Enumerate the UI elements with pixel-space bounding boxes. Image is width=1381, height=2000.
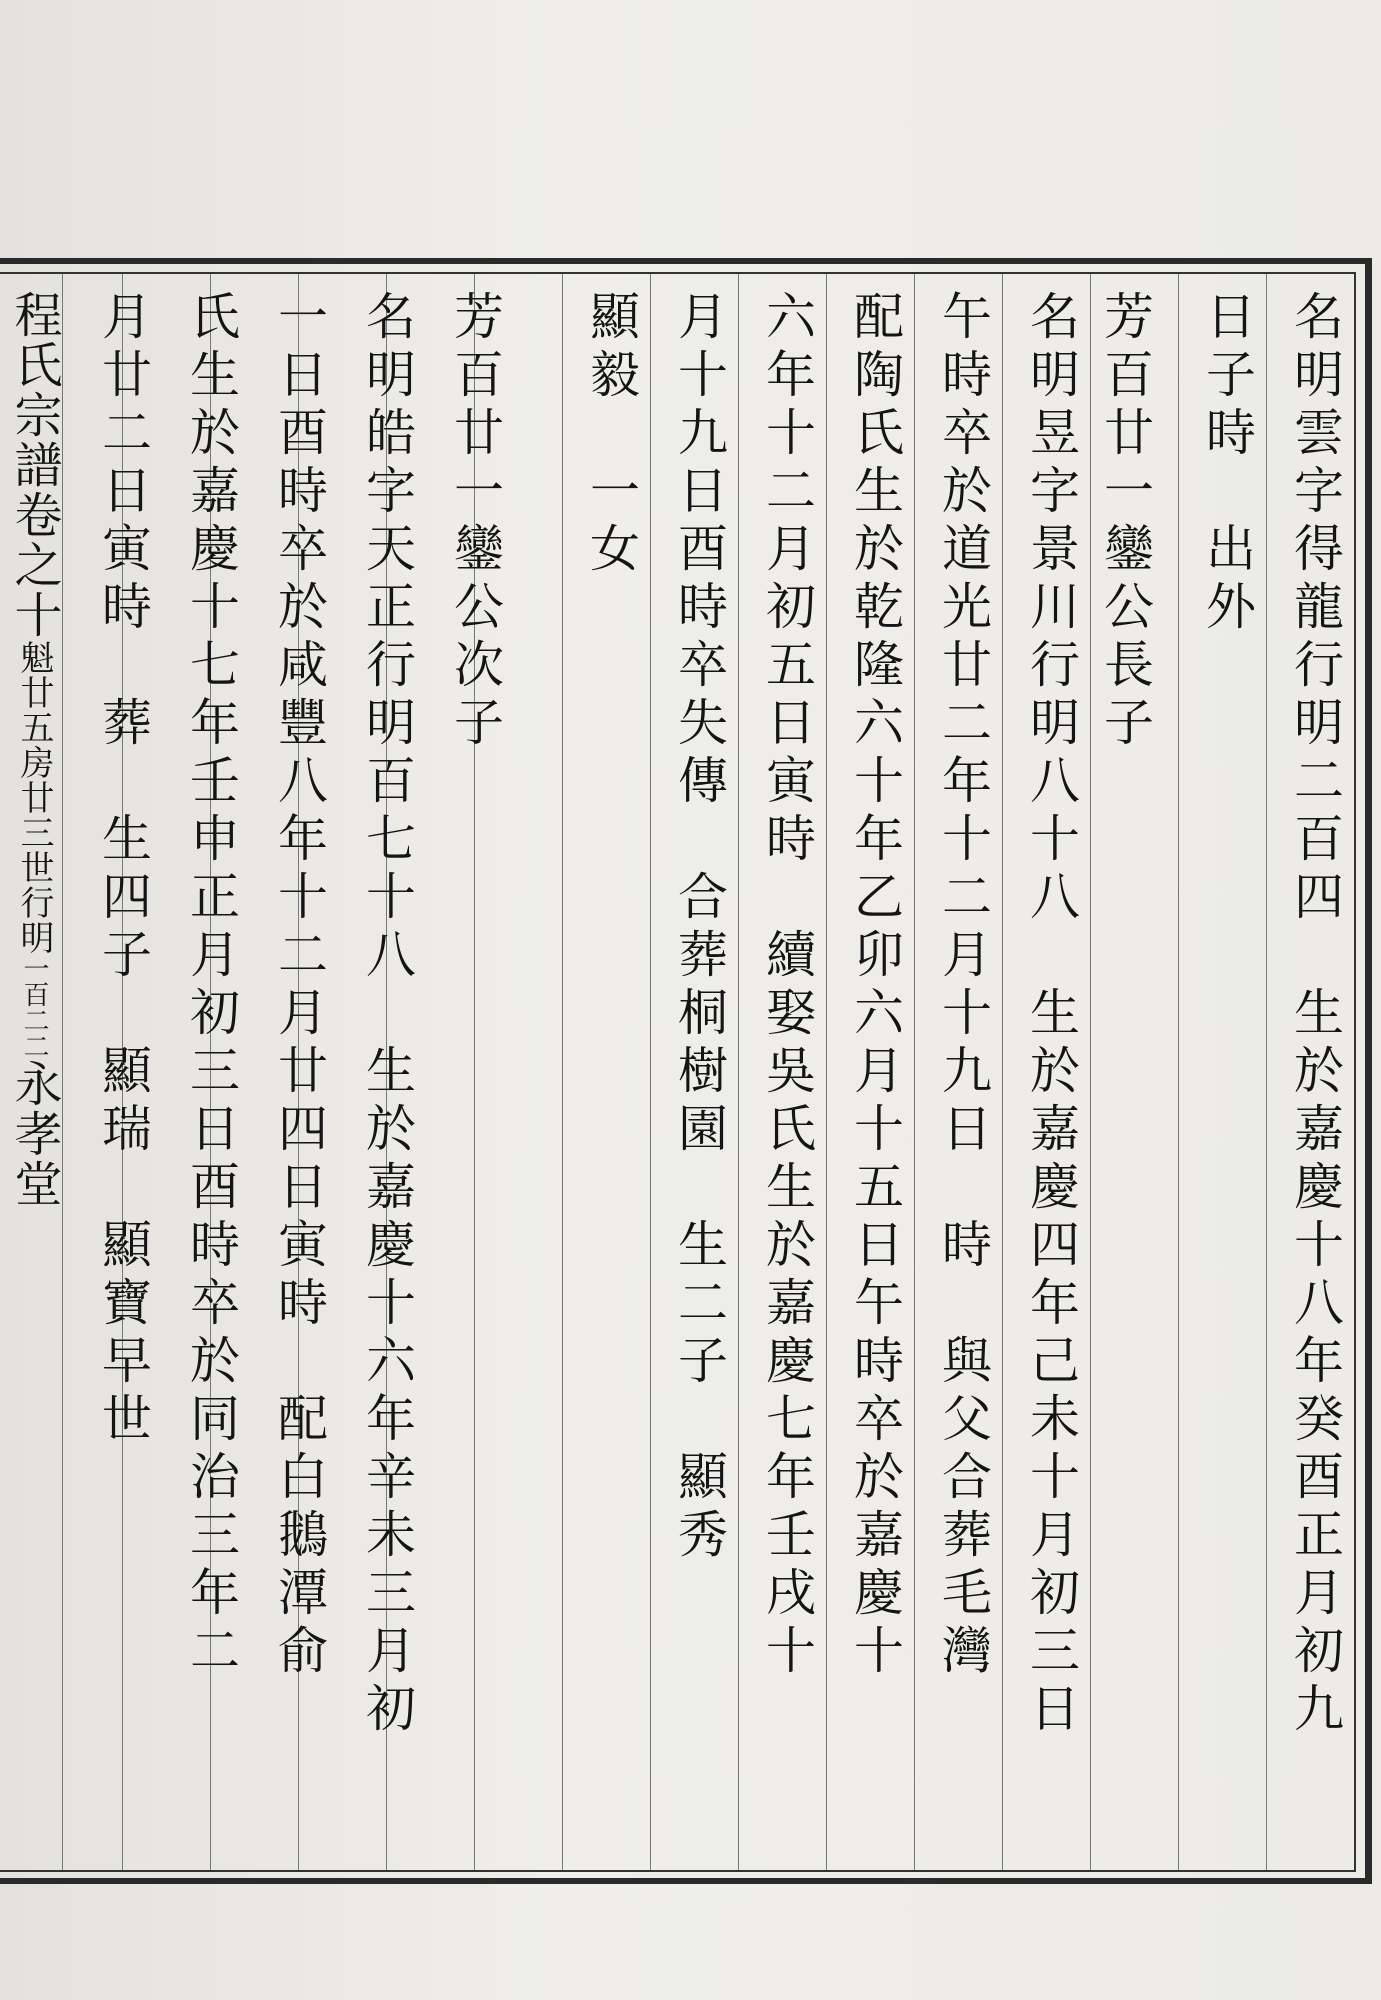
margin-column xyxy=(2,290,62,1870)
text-column-12: 一日酉時卒於咸豐八年十二月廿四日寅時 配白鵝潭俞 xyxy=(270,290,328,1682)
text-column-10: 芳百廿一鑾公次子 xyxy=(446,290,504,754)
text-column-8: 月十九日酉時卒失傳 合葬桐樹園 生二子 顯秀 xyxy=(670,290,728,1566)
text-column-5: 午時卒於道光廿二年十二月十九日 時 與父合葬毛灣 xyxy=(934,290,992,1682)
margin-page-number: 一百二二 xyxy=(19,955,49,1059)
column-rule xyxy=(62,274,63,1870)
column-rule xyxy=(562,274,563,1870)
text-column-14: 月廿二日寅時 葬 生四子 顯瑞 顯寶早世 xyxy=(94,290,152,1450)
margin-title: 程氏宗譜 xyxy=(6,290,62,490)
column-rule xyxy=(826,274,827,1870)
text-column-2: 日子時 出外 xyxy=(1198,290,1256,638)
text-column-7: 六年十二月初五日寅時 續娶吳氏生於嘉慶七年壬戌十 xyxy=(758,290,816,1682)
text-column-3: 芳百廿一鑾公長子 xyxy=(1096,290,1154,754)
text-column-11: 名明皓字天正行明百七十八 生於嘉慶十六年辛未三月初 xyxy=(358,290,416,1740)
text-column-6: 配陶氏生於乾隆六十年乙卯六月十五日午時卒於嘉慶十 xyxy=(846,290,904,1682)
margin-hall-name: 永孝堂 xyxy=(6,1059,62,1209)
column-rule xyxy=(1002,274,1003,1870)
column-rule xyxy=(1090,274,1091,1870)
text-column-1: 名明雲字得龍行明二百四 生於嘉慶十八年癸酉正月初九 xyxy=(1286,290,1344,1740)
column-rule xyxy=(1178,274,1179,1870)
column-rule xyxy=(914,274,915,1870)
text-column-9: 顯毅 一女 xyxy=(582,290,640,580)
margin-volume: 卷之十 xyxy=(6,490,62,640)
text-column-13: 氏生於嘉慶十七年壬申正月初三日酉時卒於同治三年二 xyxy=(182,290,240,1682)
column-rule xyxy=(1266,274,1267,1870)
column-rule xyxy=(650,274,651,1870)
text-column-4: 名明昱字景川行明八十八 生於嘉慶四年己未十月初三日 xyxy=(1022,290,1080,1740)
margin-section: 魁廿五房廿三世行明 xyxy=(14,640,54,955)
column-rule xyxy=(738,274,739,1870)
